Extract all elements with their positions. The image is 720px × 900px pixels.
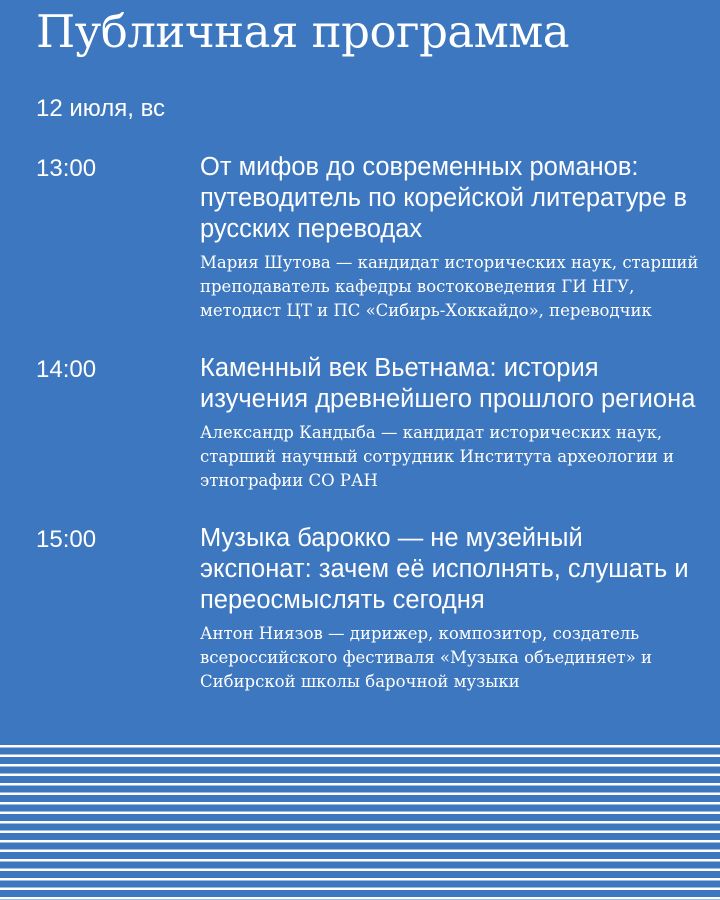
decorative-stripes — [0, 738, 720, 900]
event-speaker: Мария Шутова — кандидат исторических наук, старший преподаватель кафедры востоковедения ГИ НГУ, методист ЦТ и ПС «Сибирь-Хоккайдо», переводчик — [200, 253, 699, 320]
event-details — [200, 353, 700, 493]
event-title: Каменный век Вьетнама: история изучения древнейшего прошлого региона — [200, 354, 696, 413]
event-time: 15:00 — [36, 526, 97, 553]
event-details — [200, 152, 700, 323]
schedule-item — [36, 523, 696, 694]
event-time: 13:00 — [36, 155, 97, 182]
schedule-item — [36, 353, 696, 493]
event-details — [200, 523, 700, 694]
event-speaker: Антон Ниязов — дирижер, композитор, создатель всероссийского фестиваля «Музыка объединяет» и Сибирской школы барочной музыки — [200, 624, 653, 691]
schedule-item — [36, 152, 699, 323]
event-title: Музыка барокко — не музейный экспонат: зачем её исполнять, слушать и переосмыслять сегодня — [200, 524, 689, 614]
event-speaker: Александр Кандыба — кандидат исторических наук, старший научный сотрудник Института археологии и этнографии СО РАН — [200, 423, 674, 490]
event-time: 14:00 — [36, 356, 97, 383]
event-title: От мифов до современных романов: путеводитель по корейской литературе в русских переводах — [200, 153, 688, 243]
page-title: Публичная программа — [36, 5, 570, 58]
schedule-list — [36, 152, 699, 694]
event-date: 12 июля, вс — [36, 95, 166, 122]
